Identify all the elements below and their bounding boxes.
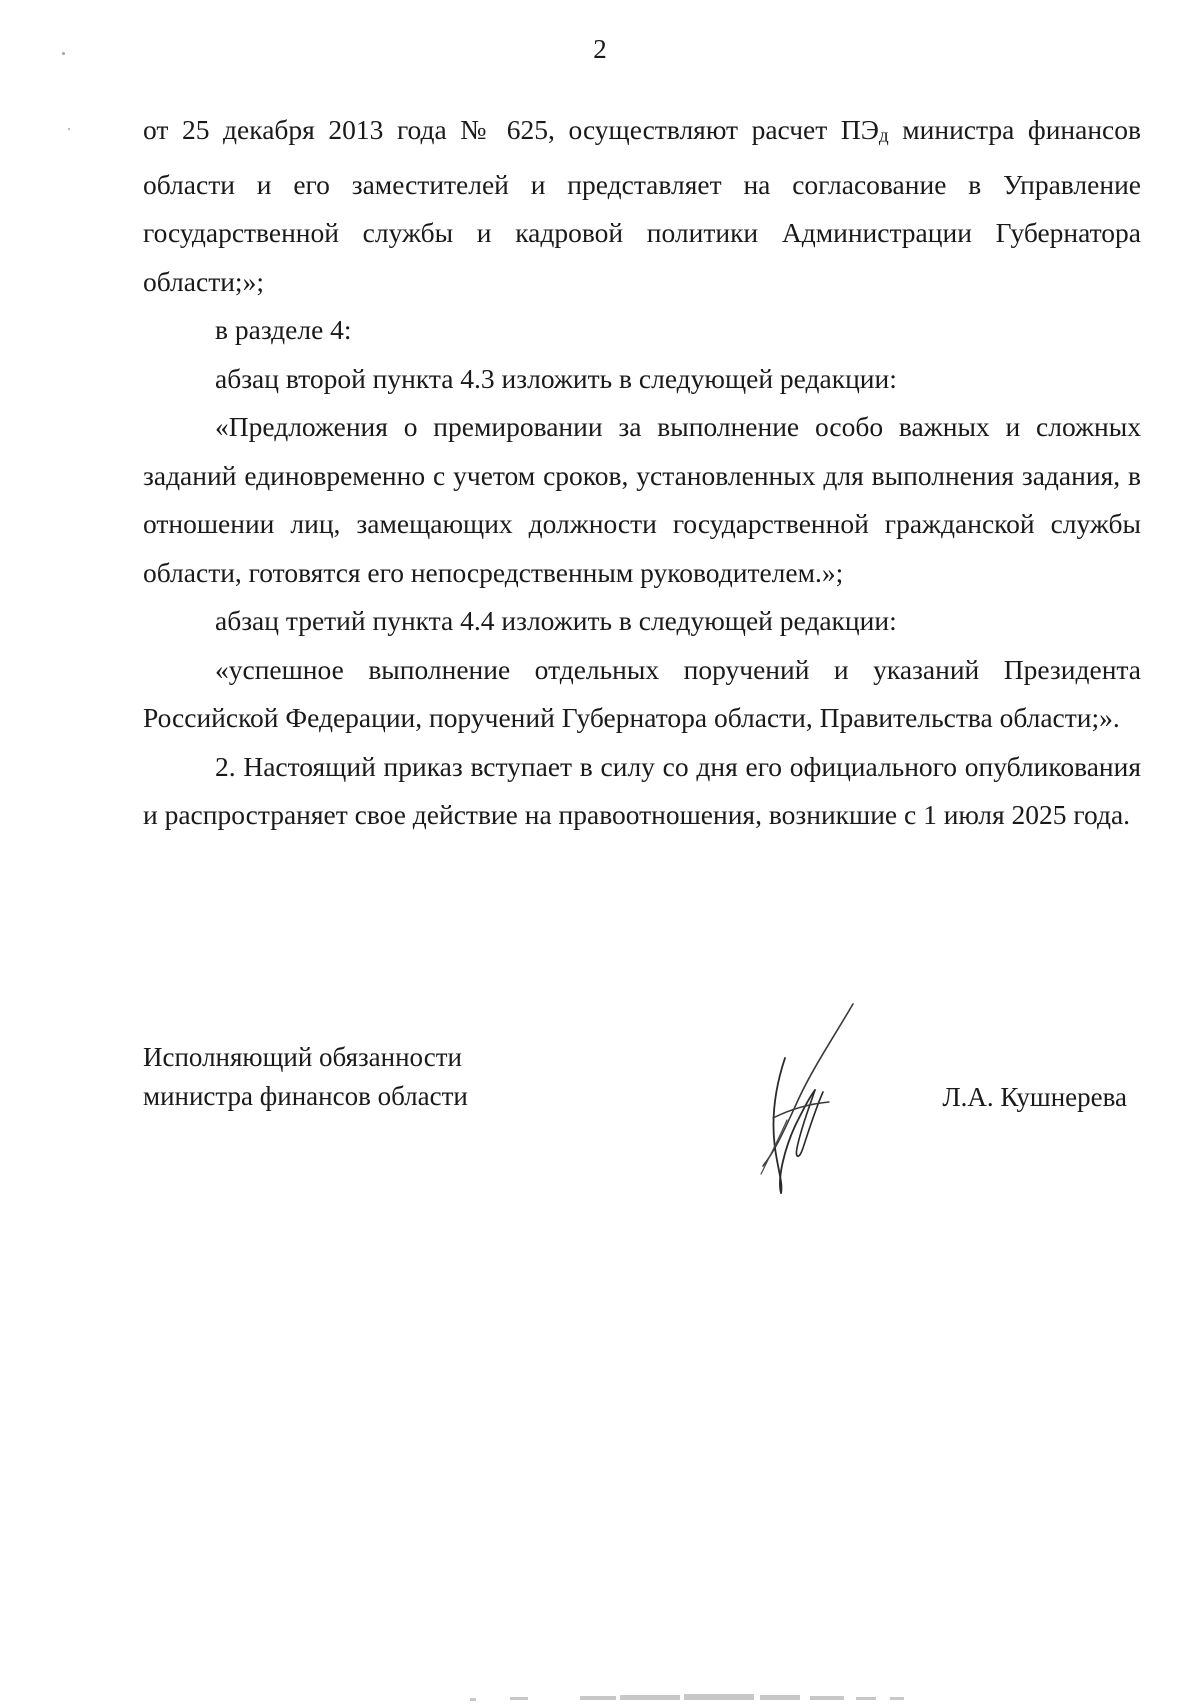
page-number: 2 — [593, 34, 607, 64]
scan-speck — [68, 128, 70, 130]
subscript-letter: д — [878, 125, 889, 147]
signatory-title — [143, 1038, 468, 1116]
signatory-name: Л.А. Кушнерева — [942, 1082, 1127, 1112]
paragraph-quote-4-3: «Предложения о премировании за выполнение особо важных и сложных заданий единовременно с учетом сроков, установленных для выполнения задания, в отношении лиц, замещающих должности государственной гражданской службы области, готовятся его непосредственным руководителем.»; — [143, 411, 1141, 588]
paragraph-amend-4-4: абзац третий пункта 4.4 изложить в следующей редакции: — [215, 605, 897, 637]
handwritten-signature-icon — [703, 998, 883, 1198]
paragraph-section-4: в разделе 4: — [215, 314, 352, 346]
paragraph-effective-date: 2. Настоящий приказ вступает в силу со дня его официального опубликования и распространяет свое действие на правоотношения, возникшие с 1 июля 2025 года. — [143, 750, 1141, 831]
document-body — [143, 106, 1141, 840]
signature-block — [143, 1038, 1141, 1158]
paragraph-continuation: от 25 декабря 2013 года № 625, осуществляют расчет ПЭд министра финансов области и его заместителей и представляет на согласование в Управление государственной службы и кадровой политики Администрации Губернатора области;»; — [143, 114, 1141, 297]
signatory-title-line2: министра финансов области — [143, 1081, 468, 1111]
paragraph-quote-4-4: «успешное выполнение отдельных поручений и указаний Президента Российской Федерации, поручений Губернатора области, Правительства области;». — [143, 653, 1141, 734]
scan-speck — [62, 52, 65, 55]
paragraph-amend-4-3: абзац второй пункта 4.3 изложить в следующей редакции: — [215, 362, 897, 394]
scan-artifact — [470, 1690, 950, 1704]
signatory-title-line1: Исполняющий обязанности — [143, 1042, 462, 1072]
